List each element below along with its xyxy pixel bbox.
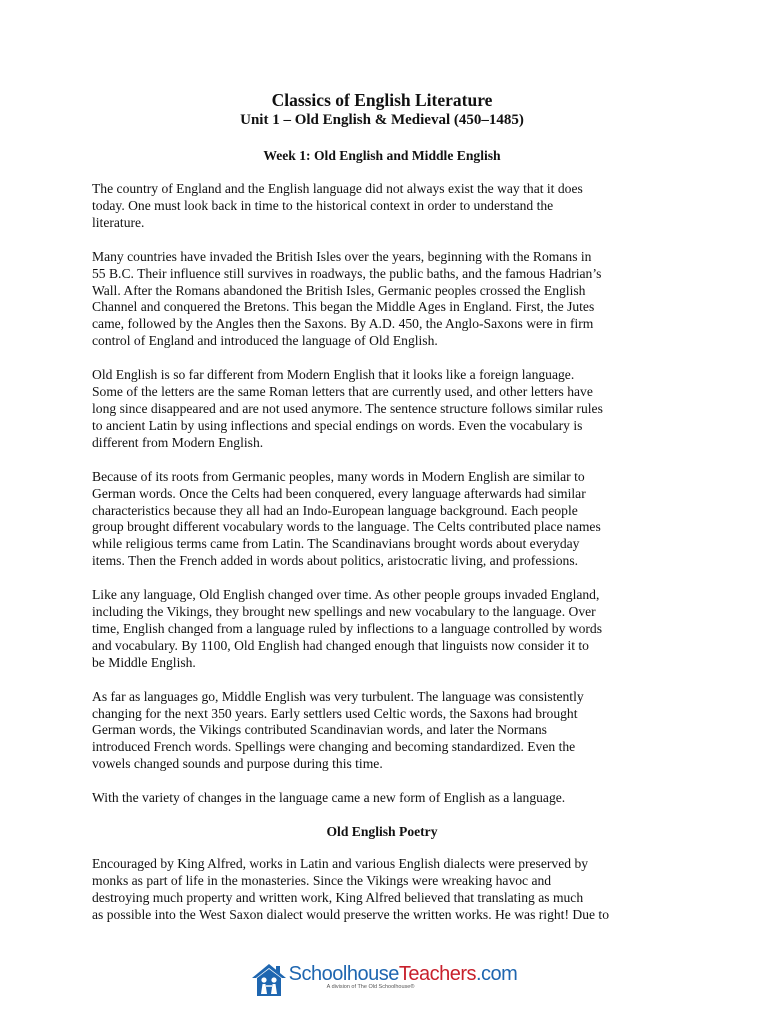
text-line: came, followed by the Angles then the Saxons. By A.D. 450, the Anglo-Saxons were in firm	[92, 316, 594, 332]
logo-tagline: A division of The Old Schoolhouse®	[326, 983, 415, 990]
document-subtitle: Unit 1 – Old English & Medieval (450–1485)	[240, 112, 524, 128]
text-line: be Middle English.	[92, 654, 196, 670]
text-line: Some of the letters are the same Roman letters that are currently used, and other letters have	[92, 384, 593, 400]
text-line: items. Then the French added in words about politics, aristocratic living, and professions.	[92, 553, 579, 569]
body-text	[92, 181, 672, 807]
document-title: Classics of English Literature	[271, 90, 493, 110]
text-line: and vocabulary. By 1100, Old English had changed enough that linguists now consider it to	[92, 637, 589, 653]
text-line: changing for the next 350 years. Early settlers used Celtic words, the Saxons had brought	[92, 705, 578, 721]
text-line: introduced French words. Spellings were changing and becoming standardized. Even the	[92, 739, 576, 755]
paragraph-1	[92, 181, 672, 232]
section-heading-old-english-poetry: Old English Poetry	[326, 824, 438, 840]
paragraph-3	[92, 367, 672, 452]
text-line: control of England and introduced the language of Old English.	[92, 333, 438, 349]
text-line: characteristics because they all had an Indo-European language background. Each people	[92, 502, 578, 518]
paragraph-5	[92, 587, 672, 672]
text-line: time, English changed from a language ruled by inflections to a language controlled by words	[92, 620, 602, 636]
text-line: group brought different vocabulary words to the language. The Celts contributed place names	[92, 519, 601, 535]
text-line: vowels changed sounds and purpose during this time.	[92, 756, 383, 772]
text-line: long since disappeared and are not used anymore. The sentence structure follows similar rules	[92, 400, 603, 416]
paragraph-4	[92, 469, 672, 570]
poetry-paragraph	[92, 856, 672, 924]
text-line: With the variety of changes in the language came a new form of English as a language.	[92, 790, 566, 806]
text-line: The country of England and the English language did not always exist the way that it does	[92, 181, 583, 196]
text-line: German words. Once the Celts had been conquered, every language afterwards had similar	[92, 485, 586, 501]
text-line: destroying much property and written work, King Alfred believed that translating as much	[92, 889, 584, 905]
paragraph-7	[92, 790, 672, 807]
text-line: Like any language, Old English changed over time. As other people groups invaded England,	[92, 587, 600, 603]
text-line: As far as languages go, Middle English was very turbulent. The language was consistently	[92, 688, 584, 704]
text-line: 55 B.C. Their influence still survives in roadways, the public baths, and the famous Hadrian’s	[92, 265, 602, 281]
text-line: Encouraged by King Alfred, works in Latin and various English dialects were preserved by	[92, 856, 589, 872]
text-line: German words, the Vikings contributed Scandinavian words, and later the Normans	[92, 722, 547, 738]
text-line: different from Modern English.	[92, 434, 264, 450]
text-line: as possible into the West Saxon dialect would preserve the written works. He was right! Due to	[92, 906, 609, 922]
text-line: Old English is so far different from Modern English that it looks like a foreign language.	[92, 367, 575, 383]
footer	[0, 962, 768, 1002]
text-line: to ancient Latin by using inflections and special endings on words. Even the vocabulary is	[92, 417, 583, 433]
logo-wordmark: SchoolhouseTeachers.com	[288, 962, 518, 985]
week-heading: Week 1: Old English and Middle English	[263, 148, 501, 163]
paragraph-2	[92, 249, 672, 350]
text-line: Many countries have invaded the British Isles over the years, beginning with the Romans in	[92, 248, 592, 264]
text-line: Wall. After the Romans abandoned the British Isles, Germanic peoples crossed the English	[92, 282, 586, 298]
text-line: literature.	[92, 214, 145, 230]
house-with-people-icon	[251, 963, 287, 1002]
text-line: today. One must look back in time to the historical context in order to understand the	[92, 197, 554, 213]
schoolhouseteachers-logo[interactable]	[251, 963, 518, 1002]
text-line: Because of its roots from Germanic peoples, many words in Modern English are similar to	[92, 468, 585, 484]
text-line: monks as part of life in the monasteries. Since the Vikings were wreaking havoc and	[92, 873, 552, 888]
text-line: while religious terms came from Latin. The Scandinavians brought words about everyday	[92, 536, 580, 552]
paragraph-6	[92, 689, 672, 774]
text-line: including the Vikings, they brought new spellings and new vocabulary to the language. Over	[92, 604, 596, 620]
document-page	[92, 90, 672, 924]
text-line: Channel and conquered the Bretons. This began the Middle Ages in England. First, the Jutes	[92, 299, 595, 315]
